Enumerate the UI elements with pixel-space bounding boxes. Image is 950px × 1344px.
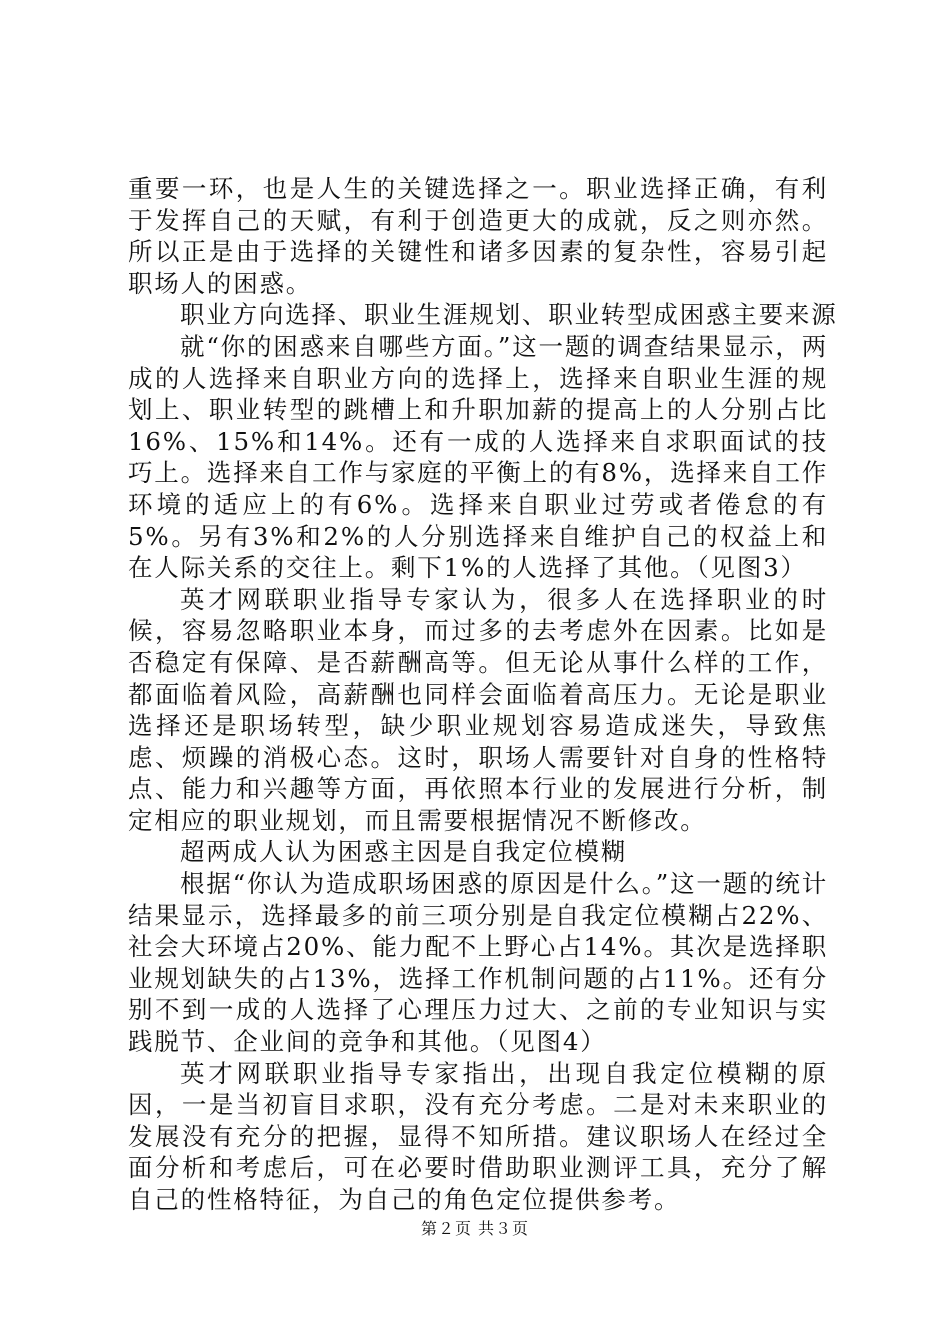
page-footer: 第２页 共３页 [420,1219,530,1238]
paragraph-survey-sources: 就“你的困惑来自哪些方面。”这一题的调查结果显示，两成的人选择来自职业方向的选择上，选择来自职业生涯的规划上、职业转型的跳槽上和升职加薪的提高上的人分别占比16%、15%和14%。还有一成的人选择来自求职面试的技巧上。选择来自工作与家庭的平衡上的有8%，选择来自工作环境的适应上的有6%。选择来自职业过劳或者倦怠的有5%。另有3%和2%的人分别选择来自维护自己的权益上和在人际关系的交往上。剩下1%的人选择了其他。（见图3） [128,331,828,583]
section-heading-sources: 职业方向选择、职业生涯规划、职业转型成困惑主要来源 [180,300,838,330]
section-heading-causes: 超两成人认为困惑主因是自我定位模糊 [180,837,628,867]
document-body [128,173,838,1216]
paragraph-intro-continuation: 重要一环，也是人生的关键选择之一。职业选择正确，有利于发挥自己的天赋，有利于创造更大的成就，反之则亦然。所以正是由于选择的关键性和诸多因素的复杂性，容易引起职场人的困惑。 [128,174,828,298]
paragraph-survey-causes: 根据“你认为造成职场困惑的原因是什么。”这一题的统计结果显示，选择最多的前三项分别是自我定位模糊占22%、社会大环境占20%、能力配不上野心占14%。其次是选择职业规划缺失的占13%，选择工作机制问题的占11%。还有分别不到一成的人选择了心理压力过大、之前的专业知识与实践脱节、企业间的竞争和其他。（见图4） [128,869,828,1057]
paragraph-expert-opinion-1: 英才网联职业指导专家认为，很多人在选择职业的时候，容易忽略职业本身，而过多的去考虑外在因素。比如是否稳定有保障、是否薪酬高等。但无论从事什么样的工作，都面临着风险，高薪酬也同样会面临着高压力。无论是职业选择还是职场转型，缺少职业规划容易造成迷失，导致焦虑、烦躁的消极心态。这时，职场人需要针对自身的性格特点、能力和兴趣等方面，再依照本行业的发展进行分析，制定相应的职业规划，而且需要根据情况不断修改。 [128,584,828,835]
paragraph-expert-opinion-2: 英才网联职业指导专家指出，出现自我定位模糊的原因，一是当初盲目求职，没有充分考虑。二是对未来职业的发展没有充分的把握，显得不知所措。建议职场人在经过全面分析和考虑后，可在必要时借助职业测评工具，充分了解自己的性格特征，为自己的角色定位提供参考。 [128,1058,828,1214]
